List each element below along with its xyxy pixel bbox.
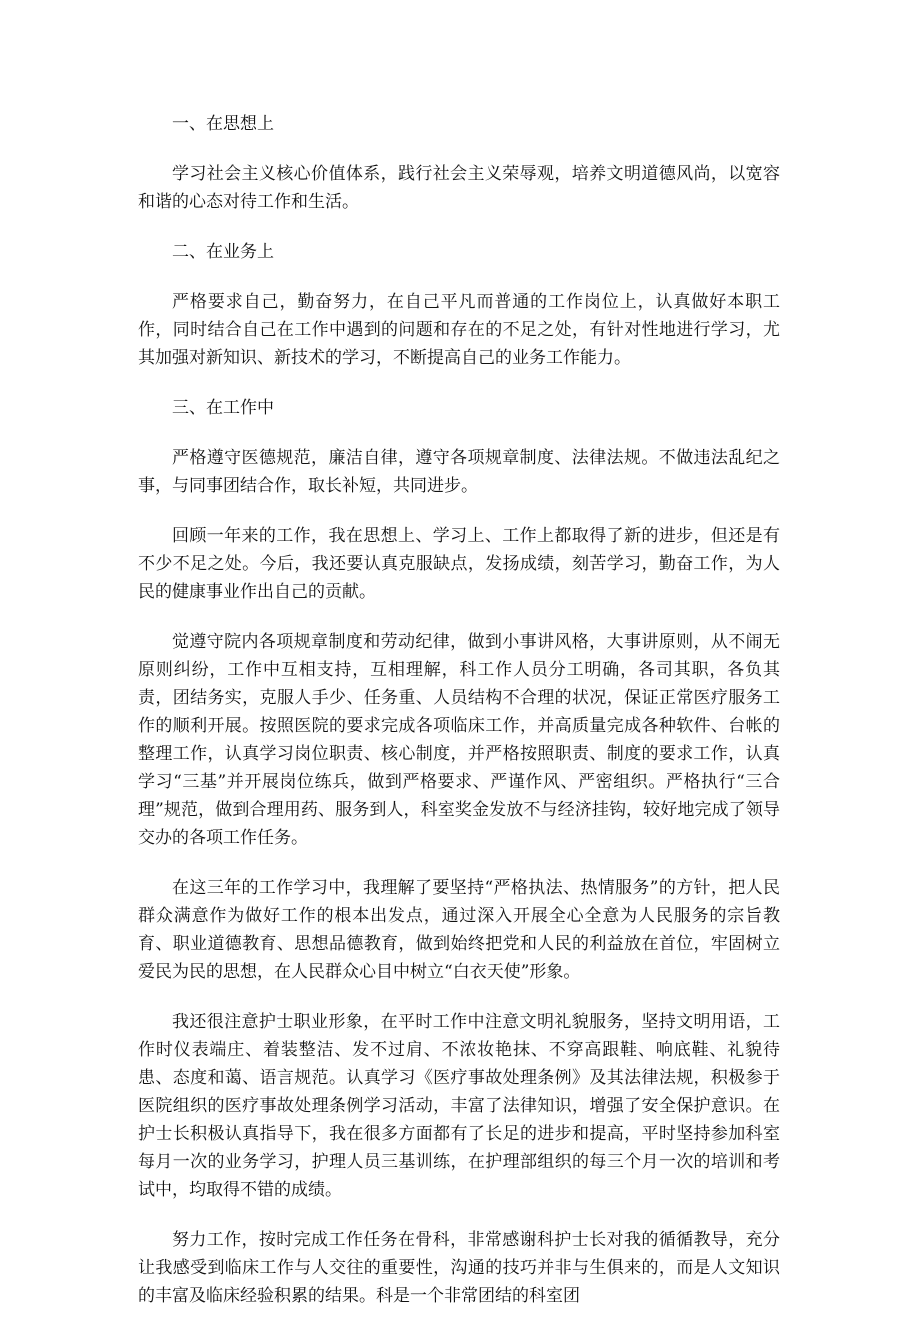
section-heading-thought: 一、在思想上 xyxy=(172,114,274,134)
paragraph-business: 严格要求自己，勤奋努力，在自己平凡而普通的工作岗位上，认真做好本职工作，同时结合自己在工作中遇到的问题和存在的不足之处，有针对性地进行学习，尤其加强对新知识、新技术的学习，不断提高自己的业务工作能力。 xyxy=(138,292,780,368)
section-heading-business: 二、在业务上 xyxy=(172,242,274,262)
paragraph-review: 回顾一年来的工作，我在思想上、学习上、工作上都取得了新的进步，但还是有不少不足之处。今后，我还要认真克服缺点，发扬成绩，刻苦学习，勤奋工作，为人民的健康事业作出自己的贡献。 xyxy=(138,526,780,602)
paragraph-thought: 学习社会主义核心价值体系，践行社会主义荣辱观，培养文明道德风尚，以宽容和谐的心态对待工作和生活。 xyxy=(138,164,780,212)
paragraph-effort: 努力工作，按时完成工作任务在骨科，非常感谢科护士长对我的循循教导，充分让我感受到临床工作与人交往的重要性，沟通的技巧并非与生俱来的，而是人文知识的丰富及临床经验积累的结果。科是一个非常团结的科室团 xyxy=(138,1230,780,1306)
paragraph-nurse-image: 我还很注意护士职业形象，在平时工作中注意文明礼貌服务，坚持文明用语，工作时仪表端庄、着装整洁、发不过肩、不浓妆艳抹、不穿高跟鞋、响底鞋、礼貌待患、态度和蔼、语言规范。认真学习《医疗事故处理条例》及其法律法规，积极参于医院组织的医疗事故处理条例学习活动，丰富了法律知识，增强了安全保护意识。在护士长积极认真指导下，我在很多方面都有了长足的进步和提高，平时坚持参加科室每月一次的业务学习，护理人员三基训练，在护理部组织的每三个月一次的培训和考试中，均取得不错的成绩。 xyxy=(138,1012,780,1200)
section-heading-work: 三、在工作中 xyxy=(172,398,274,418)
paragraph-rules: 觉遵守院内各项规章制度和劳动纪律，做到小事讲风格，大事讲原则，从不闹无原则纠纷，工作中互相支持，互相理解，科工作人员分工明确，各司其职，各负其责，团结务实，克服人手少、任务重、人员结构不合理的状况，保证正常医疗服务工作的顺利开展。按照医院的要求完成各项临床工作，并高质量完成各种软件、台帐的整理工作，认真学习岗位职责、核心制度，并严格按照职责、制度的要求工作，认真学习“三基”并开展岗位练兵，做到严格要求、严谨作风、严密组织。严格执行“三合理”规范，做到合理用药、服务到人，科室奖金发放不与经济挂钩，较好地完成了领导交办的各项工作任务。 xyxy=(138,632,780,848)
document-body xyxy=(138,110,780,1332)
paragraph-three-years: 在这三年的工作学习中，我理解了要坚持“严格执法、热情服务”的方针，把人民群众满意作为做好工作的根本出发点，通过深入开展全心全意为人民服务的宗旨教育、职业道德教育、思想品德教育，做到始终把党和人民的利益放在首位，牢固树立爱民为民的思想，在人民群众心目中树立“白衣天使”形象。 xyxy=(138,878,780,982)
paragraph-work: 严格遵守医德规范，廉洁自律，遵守各项规章制度、法律法规。不做违法乱纪之事，与同事团结合作，取长补短，共同进步。 xyxy=(138,448,780,496)
